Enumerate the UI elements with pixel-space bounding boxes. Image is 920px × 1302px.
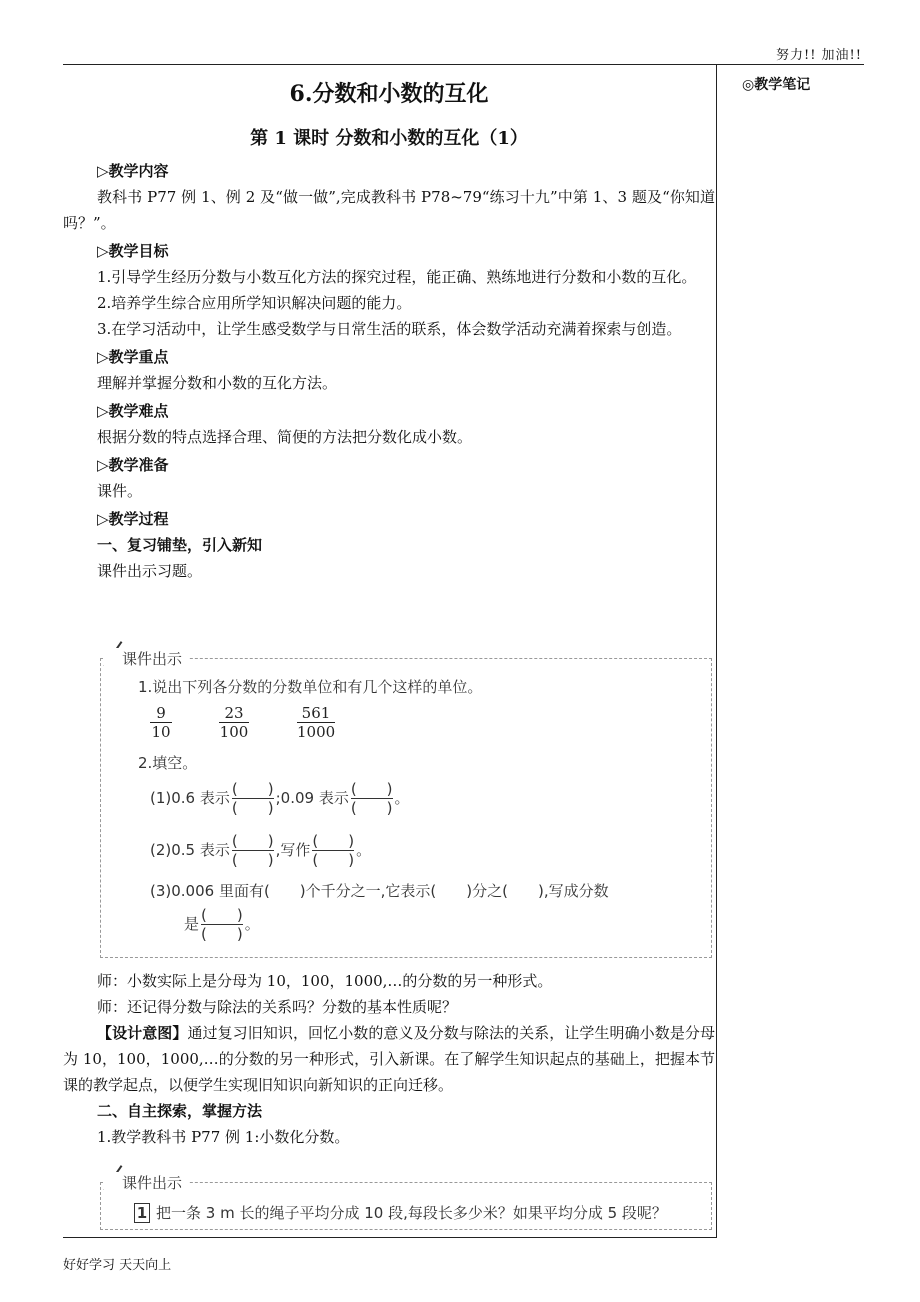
goal-2: 2.培养学生综合应用所学知识解决问题的能力。 [97, 294, 412, 312]
fraction-1-denominator: 10 [151, 723, 171, 741]
design-intent-label: 【设计意图】 [97, 1024, 188, 1042]
after-box1 [63, 968, 715, 1150]
fraction-3-denominator: 1000 [297, 723, 336, 741]
footer-motto: 好好学习 天天向上 [63, 1258, 172, 1273]
prep-heading: ▷教学准备 [97, 456, 169, 474]
fraction-2 [219, 704, 249, 741]
step2-heading: 二、自主探索，掌握方法 [97, 1102, 263, 1120]
design-intent-text: 通过复习旧知识，回忆小数的意义及分数与除法的关系，让学生明确小数是分母为 10，100，1000,…的分数的另一种形式，引入新课。在了解学生知识起点的基础上，把握本节课的教学起点，以便学生实现旧知识向新知识的正向迁移。 [63, 1024, 715, 1094]
teacher-line-2: 师：还记得分数与除法的关系吗？分数的基本性质呢？ [97, 998, 458, 1016]
main-column [63, 72, 715, 584]
fill-line-3: (3)0.006 里面有( )个千分之一,它表示( )分之( ),写成分数 [150, 882, 609, 900]
box2-problem-text: 把一条 3 m 长的绳子平均分成 10 段,每段长多少米？如果平均分成 5 段呢？ [156, 1204, 667, 1222]
box2-problem [134, 1202, 667, 1223]
process-heading: ▷教学过程 [97, 510, 169, 528]
fill-line-4-a: 是 [184, 915, 200, 933]
fraction-1-numerator: 9 [150, 704, 172, 723]
step1-text: 课件出示习题。 [97, 562, 203, 580]
fraction-2-denominator: 100 [219, 723, 249, 741]
bottom-rule [63, 1237, 717, 1238]
column-divider [716, 64, 717, 1237]
key-text: 理解并掌握分数和小数的互化方法。 [97, 374, 338, 392]
fraction-3 [297, 704, 335, 741]
fill-line-1-a: (1)0.6 表示 [150, 789, 230, 807]
fill-line-2 [150, 832, 371, 869]
step2-text: 1.教学教科书 P77 例 1:小数化分数。 [97, 1128, 350, 1146]
content-heading: ▷教学内容 [97, 162, 169, 180]
step1-heading: 一、复习铺垫，引入新知 [97, 536, 263, 554]
fill-line-4-b: 。 [244, 915, 260, 933]
box1-question-1: 1.说出下列各分数的分数单位和有几个这样的单位。 [138, 678, 483, 696]
box2-label: 课件出示 [104, 1172, 188, 1193]
teaching-notes-title: ◎教学笔记 [742, 77, 811, 93]
page-title: 6.分数和小数的互化 [289, 81, 489, 107]
prep-text: 课件。 [97, 482, 143, 500]
blank-fraction-4: ( ) ( ) [312, 832, 355, 869]
content-text: 教科书 P77 例 1、例 2 及“做一做”,完成教科书 P78~79“练习十九”中第 1、3 题及“你知道吗？”。 [63, 188, 715, 232]
blank-fraction-5: ( ) ( ) [201, 906, 243, 943]
fill-line-1-b: ;0.09 表示 [275, 789, 349, 807]
goals-heading: ▷教学目标 [97, 242, 169, 260]
design-intent [63, 1020, 715, 1098]
difficulty-text: 根据分数的特点选择合理、简便的方法把分数化成小数。 [97, 428, 473, 446]
goal-1: 1.引导学生经历分数与小数互化方法的探究过程，能正确、熟练地进行分数和小数的互化。 [97, 268, 697, 286]
box1-question-2: 2.填空。 [138, 754, 198, 772]
fill-line-4 [184, 906, 260, 943]
difficulty-heading: ▷教学难点 [97, 402, 169, 420]
fraction-3-numerator: 561 [297, 704, 335, 723]
box1-label: 课件出示 [104, 648, 188, 669]
fill-line-2-a: (2)0.5 表示 [150, 841, 230, 859]
fill-line-1-c: 。 [394, 789, 410, 807]
teacher-line-1: 师：小数实际上是分母为 10，100，1000,…的分数的另一种形式。 [97, 972, 553, 990]
fill-line-2-b: ,写作 [275, 841, 311, 859]
fraction-2-numerator: 23 [219, 704, 249, 723]
fraction-1 [150, 704, 172, 741]
fill-line-2-c: 。 [356, 841, 372, 859]
blank-fraction-2: ( ) ( ) [350, 780, 393, 817]
lesson-subtitle: 第 1 课时 分数和小数的互化（1） [250, 128, 528, 149]
blank-fraction-3: ( ) ( ) [231, 832, 274, 869]
goal-3: 3.在学习活动中，让学生感受数学与日常生活的联系，体会数学活动充满着探索与创造。 [97, 320, 682, 338]
problem-number-badge: 1 [134, 1203, 150, 1223]
top-rule [63, 64, 864, 65]
key-heading: ▷教学重点 [97, 348, 169, 366]
fill-line-1 [150, 780, 410, 817]
blank-fraction-1: ( ) ( ) [231, 780, 274, 817]
header-motto: 努力!! 加油!! [775, 48, 862, 63]
